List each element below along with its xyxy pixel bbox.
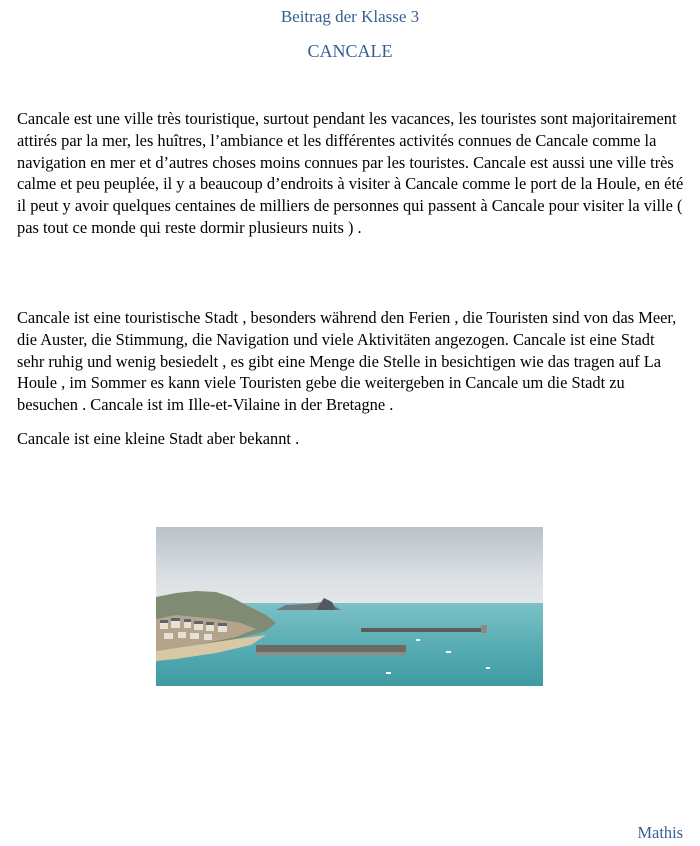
paragraph-french: Cancale est une ville très touristique, surtout pendant les vacances, les touristes sont majoritairement attirés par la mer, les huîtres, l’ambiance et les différentes activités connues de Cancale comme la navigation en mer et d’autres choses moins connues par les touristes. Cancale est aussi une ville très calme et peu peuplée, il y a beaucoup d’endroits à visiter à Cancale comme le port de la Houle, en été il peut y avoir quelques centaines de milliers de personnes qui passent à Cancale pour visiter la ville ( pas tout ce monde qui reste dormir plusieurs nuits ) . bbox=[17, 109, 684, 237]
jetty-long bbox=[361, 628, 481, 632]
page-title: CANCALE bbox=[307, 41, 393, 61]
paragraph-german-short: Cancale ist eine kleine Stadt aber bekannt . bbox=[17, 429, 300, 448]
contribution-label: Beitrag der Klasse 3 bbox=[280, 7, 420, 26]
paragraph-german: Cancale ist eine touristische Stadt , besonders während den Ferien , die Touristen sind von das Meer, die Auster, die Stimmung, die Navigation und viele Aktivitäten angezogen. Cancale ist eine Stadt sehr ruhig und wenig besiedelt , es gibt eine Menge die Stelle in besichtigen wie das tragen auf La Houle , im Sommer es kann viele Touristen gebe die weitergeben in Cancale um die Stadt zu besuchen . Cancale ist im Ille-et-Vilaine in der Bretagne . bbox=[17, 308, 677, 415]
author-name: Mathis bbox=[637, 823, 683, 842]
cancale-harbor-photo bbox=[156, 527, 543, 686]
jetty-short bbox=[256, 645, 406, 652]
